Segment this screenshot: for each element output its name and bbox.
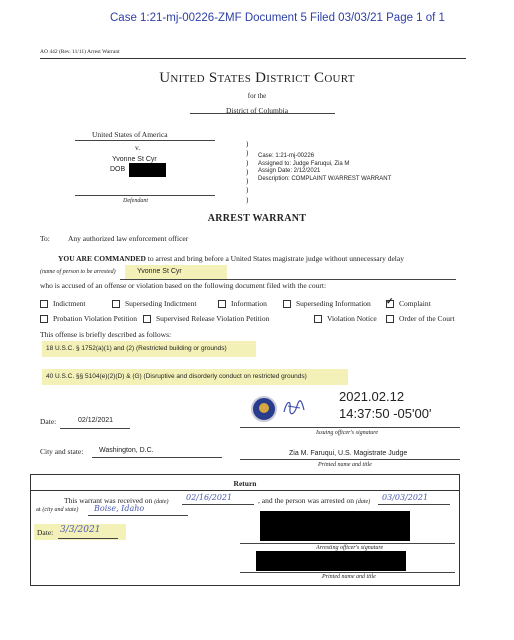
return-date-rule (58, 538, 118, 539)
received-date: 02/16/2021 (186, 493, 233, 502)
person-label: (name of person to be arrested) (40, 269, 116, 275)
officer-sig-rule (240, 543, 455, 544)
checkbox-order-of-court[interactable]: Order of the Court (386, 314, 455, 323)
checkbox-information[interactable]: Information (218, 299, 267, 308)
checkbox-violation-notice[interactable]: Violation Notice (314, 314, 377, 323)
offense-2: 40 U.S.C. §§ 5104(e)(2)(D) & (G) (Disruptive and disorderly conduct on restricted grounds) (42, 369, 348, 385)
dob-label: DOB (110, 166, 126, 173)
officer-name-rule (240, 572, 455, 573)
checkbox-indictment[interactable]: Indictment (40, 299, 86, 308)
offense-1: 18 U.S.C. § 1752(a)(1) and (2) (Restricted building or grounds) (42, 341, 256, 357)
date-label: Date: (40, 417, 57, 426)
defendant-name: Yvonne St Cyr (112, 156, 157, 163)
judge-name: Zia M. Faruqui, U.S. Magistrate Judge (289, 450, 408, 457)
accused-line: who is accused of an offense or violation based on the following document filed with the court: (40, 281, 327, 290)
city-value: Washington, D.C. (99, 447, 154, 454)
case-brace: ) ) ) ) ) ) ) (246, 140, 249, 204)
court-seal-icon (251, 396, 277, 422)
judge-rule (240, 459, 460, 460)
signature-date: 2021.02.12 (339, 389, 405, 404)
to-value: Any authorized law enforcement officer (68, 234, 189, 243)
warrant-title: ARREST WARRANT (207, 213, 307, 224)
case-assigned: Assigned to: Judge Faruqui, Zia M (258, 160, 350, 167)
city-label: City and state: (40, 447, 84, 456)
at-line (36, 506, 78, 513)
for-the: for the (247, 92, 267, 100)
received-date-tag: (date) (154, 499, 169, 505)
city-rule (92, 457, 222, 458)
district-name: District of Columbia (225, 106, 289, 115)
arrested-line (258, 496, 370, 505)
court-title: United States District Court (159, 70, 355, 86)
form-id: AO 442 (Rev. 11/11) Arrest Warrant (40, 49, 120, 55)
received-rule (182, 504, 254, 505)
checkbox-probation-violation[interactable]: Probation Violation Petition (40, 314, 137, 323)
arrested-text: , and the person was arrested on (258, 496, 355, 505)
return-date-value: 3/3/2021 (60, 525, 101, 535)
case-header: Case 1:21-mj-00226-ZMF Document 5 Filed 03/03/21 Page 1 of 1 (110, 12, 445, 24)
checkbox-supervised-release[interactable]: Supervised Release Violation Petition (143, 314, 269, 323)
checkbox-complaint[interactable]: ✓ Complaint (386, 296, 431, 308)
arrest-location: Boise, Idaho (94, 504, 145, 513)
to-label: To: (40, 234, 50, 243)
case-description: Description: COMPLAINT W/ARREST WARRANT (258, 175, 392, 182)
redaction-officer-name (256, 551, 406, 571)
person-rule (120, 279, 456, 280)
at-label: at (36, 506, 41, 513)
redaction-officer-signature (260, 511, 410, 541)
defendant-rule (75, 195, 215, 196)
plaintiff-name: United States of America (92, 130, 168, 139)
redaction-block (129, 163, 166, 177)
date-rule (60, 428, 130, 429)
defendant-label: Defendant (123, 198, 148, 204)
case-info (258, 153, 391, 183)
return-date-label: Date: (37, 528, 54, 537)
officer-printed-label: Printed name and title (322, 574, 376, 580)
arrested-date-tag: (date) (355, 499, 371, 505)
top-rule (40, 58, 466, 59)
checkbox-superseding-information[interactable]: Superseding Information (283, 299, 371, 308)
received-prefix: This warrant was received on (64, 496, 153, 505)
officer-signature-label: Arresting officer's signature (316, 545, 384, 551)
commanded-line (58, 254, 404, 263)
arrested-rule (378, 504, 450, 505)
checkbox-superseding-indictment[interactable]: Superseding Indictment (112, 299, 196, 308)
arrest-location-rule (88, 515, 188, 516)
arrested-date: 03/03/2021 (382, 493, 429, 502)
commanded-bold: YOU ARE COMMANDED (58, 254, 146, 263)
issuing-signature-label: Issuing officer's signature (316, 430, 379, 436)
judge-printed-label: Printed name and title (318, 462, 372, 468)
versus-label: v. (135, 143, 141, 152)
check-mark-icon: ✓ (386, 296, 394, 307)
signature-time: 14:37:50 -05'00' (339, 406, 432, 421)
plaintiff-rule (75, 140, 215, 141)
offense-intro: This offense is briefly described as follows: (40, 330, 172, 339)
commanded-rest: to arrest and bring before a United States magistrate judge without unnecessary delay (147, 254, 404, 263)
case-number: Case: 1:21-mj-00226 (258, 153, 315, 159)
person-name: Yvonne St Cyr (125, 265, 227, 279)
return-title: Return (233, 479, 257, 488)
date-value: 02/12/2021 (78, 417, 114, 424)
city-state-tag: (city and state) (42, 507, 79, 513)
issuing-rule (240, 427, 460, 428)
case-assign-date: Assign Date: 2/12/2021 (258, 168, 321, 174)
judge-initials-signature (282, 398, 306, 418)
